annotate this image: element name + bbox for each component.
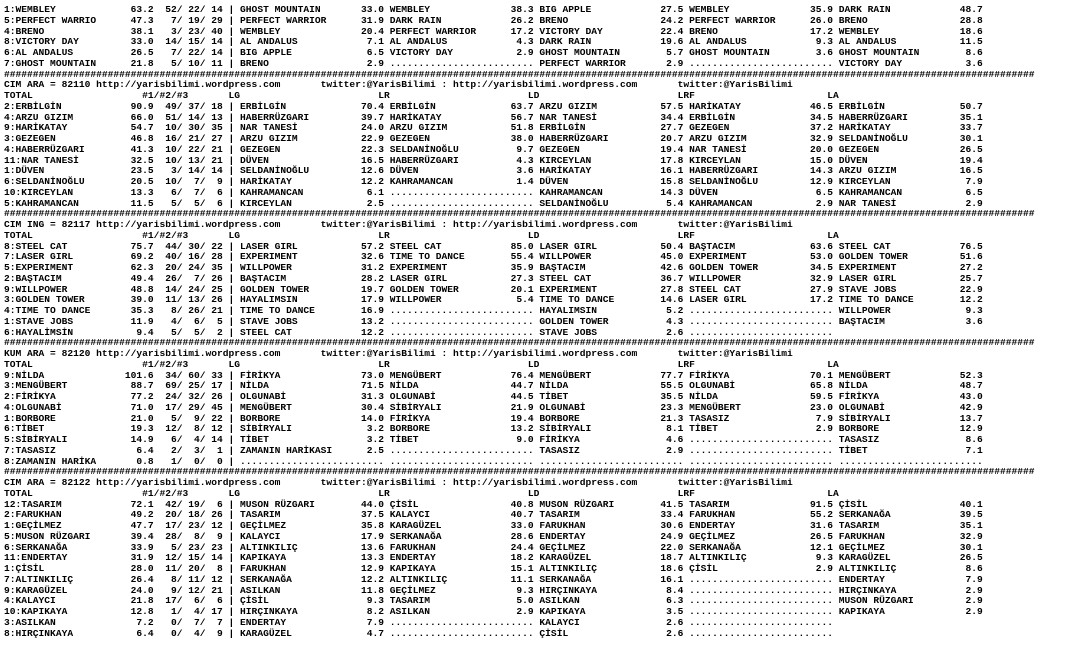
table-row: 1:BORBORE 21.0 5/ 9/ 22 | BORBORE 14.0 FİRİKYA 19.4 BORBORE 21.3 TASASIZ 7.9 SİBİRYALI 13.7 (4, 412, 983, 424)
table-row: 6:SERKANAĞA 33.9 5/ 23/ 23 | ALTINKILIÇ 13.6 FARUKHAN 24.4 GEÇİLMEZ 22.0 SERKANAĞA 12.1 GEÇİLMEZ 30.1 (4, 541, 983, 553)
table-row: 12:TASARIM 72.1 42/ 19/ 6 | MUSON RÜZGARI 44.0 ÇİSİL 40.8 MUSON RÜZGARI 41.5 TASARIM 91.5 ÇİSİL 40.1 (4, 498, 983, 510)
table-row: 4:TIME TO DANCE 35.3 8/ 26/ 21 | TIME TO DANCE 16.9 ......................... HAYALIMSIN 5.2 ......................... WILLPOWER 9.3 (4, 305, 983, 316)
table-row: 1:STAVE JOBS 11.9 4/ 6/ 5 | STAVE JOBS 13.2 ......................... GOLDEN TOWER 4.3 ......................... BAŞTACIM 3.6 (4, 315, 983, 327)
table-row: 7:TASASIZ 6.4 2/ 3/ 1 | ZAMANIN HARİKASI 2.5 ......................... TASASIZ 2.9 ......................... TİBET 7.1 (4, 444, 983, 456)
table-row: 9:HARİKATAY 54.7 10/ 30/ 35 | NAR TANESİ 24.0 ARZU GIZIM 51.8 ERBİLGİN 27.7 GEZEGEN 37.2 HARİKATAY 33.7 (4, 122, 983, 134)
table-row: 6:HAYALİMSİN 9.4 5/ 5/ 2 | STEEL CAT 12.2 ......................... STAVE JOBS 2.6 ......................... (4, 326, 834, 338)
table-row: 9:KARAGÜZEL 24.0 9/ 12/ 21 | ASILKAN 11.8 GEÇİLMEZ 9.3 HIRÇINKAYA 8.4 ......................... HIRÇINKAYA 2.9 (4, 584, 983, 596)
table-row: 1:WEMBLEY 63.2 52/ 22/ 14 | GHOST MOUNTAIN 33.0 WEMBLEY 38.3 BIG APPLE 27.5 WEMBLEY 35.9 DARK RAIN 48.7 (4, 4, 983, 15)
table-row: 8:ZAMANIN HARİKA 0.8 1/ 0/ 0 | ......................... ......................... ......................... ......................... ......................... (4, 455, 983, 467)
table-row: 5:MUSON RÜZGARI 39.4 28/ 8/ 9 | KALAYCI 17.9 SERKANAĞA 28.6 ENDERTAY 24.9 GEÇİLMEZ 26.5 FARUKHAN 32.9 (4, 530, 983, 542)
race-header: CIM ARA = 82110 http://yarisbilimi.wordpress.com twitter:@YarisBilimi : http://yarisbilimi.wordpress.com twitter:@YarisBilimi (4, 79, 793, 91)
table-row: 9:WILLPOWER 48.8 14/ 24/ 25 | GOLDEN TOWER 19.7 GOLDEN TOWER 20.1 EXPERIMENT 27.8 STEEL CAT 27.9 STAVE JOBS 22.9 (4, 283, 983, 295)
table-row: 2:BAŞTACIM 49.4 26/ 7/ 26 | BAŞTACIM 28.2 LASER GIRL 27.3 STEEL CAT 36.7 WILLPOWER 32.9 LASER GIRL 25.7 (4, 272, 983, 284)
table-row: 6:AL ANDALUS 26.5 7/ 22/ 14 | BIG APPLE 6.5 VICTORY DAY 2.9 GHOST MOUNTAIN 5.7 GHOST MOUNTAIN 3.6 GHOST MOUNTAIN 8.6 (4, 47, 983, 58)
table-row: 10:KAPIKAYA 12.8 1/ 4/ 17 | HIRÇINKAYA 8.2 ASILKAN 2.9 KAPIKAYA 3.5 ......................... KAPIKAYA 2.9 (4, 606, 983, 617)
table-row: 1:ÇİSİL 28.0 11/ 20/ 8 | FARUKHAN 12.9 KAPIKAYA 15.1 ALTINKILIÇ 18.6 ÇİSİL 2.9 ALTINKILIÇ 8.6 (4, 563, 983, 574)
table-row: 10:KIRCEYLAN 13.3 6/ 7/ 6 | KAHRAMANCAN 6.1 ......................... KAHRAMANCAN 14.3 DÜVEN 6.5 KAHRAMANCAN 6.5 (4, 186, 983, 198)
table-row: 5:SİBİRYALI 14.9 6/ 4/ 14 | TİBET 3.2 TİBET 9.0 FİRİKYA 4.6 ......................... TASASIZ 8.6 (4, 434, 983, 445)
table-row: 5:KAHRAMANCAN 11.5 5/ 5/ 6 | KIRCEYLAN 2.5 ......................... SELDANİNOĞLU 5.4 KAHRAMANCAN 2.9 NAR TANESİ 2.9 (4, 197, 983, 209)
table-row: 8:HIRÇINKAYA 6.4 0/ 4/ 9 | KARAGÜZEL 4.7 ......................... ÇİSİL 2.6 ......................... (4, 627, 834, 639)
table-row: 2:FİRİKYA 77.2 24/ 32/ 26 | OLGUNABİ 31.3 OLGUNABİ 44.5 TİBET 35.5 NİLDA 59.5 FİRİKYA 43.0 (4, 391, 983, 402)
race-header: CIM ARA = 82122 http://yarisbilimi.wordpress.com twitter:@YarisBilimi : http://yarisbilimi.wordpress.com twitter:@YarisBilimi (4, 477, 793, 488)
table-row: 3:GEZEGEN 46.8 16/ 21/ 27 | ARZU GIZIM 22.9 GEZEGEN 38.0 HABERRÜZGARI 20.7 ARZU GIZIM 32.9 SELDANİNOĞLU 30.1 (4, 133, 983, 144)
table-row: 2:ERBİLGİN 90.9 49/ 37/ 18 | ERBİLGİN 70.4 ERBİLGİN 63.7 ARZU GIZIM 57.5 HARİKATAY 46.5 ERBİLGİN 50.7 (4, 100, 983, 112)
table-row: 4:HABERRÜZGARI 41.3 10/ 22/ 21 | GEZEGEN 22.3 SELDANİNOĞLU 9.7 GEZEGEN 19.4 NAR TANESİ 20.0 GEZEGEN 26.5 (4, 143, 983, 155)
table-row: 7:LASER GIRL 69.2 40/ 16/ 28 | EXPERIMENT 32.6 TIME TO DANCE 55.4 WILLPOWER 45.0 EXPERIMENT 53.0 GOLDEN TOWER 51.6 (4, 251, 983, 263)
column-header: TOTAL #1/#2/#3 LG LR LD LRF LA (4, 358, 839, 370)
table-row: 6:SELDANİNOĞLU 20.5 10/ 7/ 9 | HARİKATAY 12.2 KAHRAMANCAN 1.4 DÜVEN 15.8 SELDANİNOĞLU 12.9 KIRCEYLAN 7.9 (4, 176, 983, 187)
table-row: 4:BRENO 38.1 3/ 23/ 40 | WEMBLEY 20.4 PERFECT WARRIOR 17.2 VICTORY DAY 22.4 BRENO 17.2 WEMBLEY 18.6 (4, 25, 983, 37)
table-row: 5:PERFECT WARRIO 47.3 7/ 19/ 29 | PERFECT WARRIOR 31.9 DARK RAIN 26.2 BRENO 24.2 PERFECT WARRIOR 26.0 BRENO 28.8 (4, 14, 983, 26)
race-header: KUM ARA = 82120 http://yarisbilimi.wordpress.com twitter:@YarisBilimi : http://yarisbilimi.wordpress.com twitter:@YarisBilimi (4, 348, 793, 359)
table-row: 9:NİLDA 101.6 34/ 60/ 33 | FİRİKYA 73.0 MENGÜBERT 76.4 MENGÜBERT 77.7 FİRİKYA 70.1 MENGÜBERT 52.3 (4, 369, 983, 381)
table-row: 3:MENGÜBERT 88.7 69/ 25/ 17 | NİLDA 71.5 NİLDA 44.7 NİLDA 55.5 OLGUNABİ 65.8 NİLDA 48.7 (4, 380, 983, 392)
table-row: 1:GEÇİLMEZ 47.7 17/ 23/ 12 | GEÇİLMEZ 35.8 KARAGÜZEL 33.0 FARUKHAN 30.6 ENDERTAY 31.6 TASARIM 35.1 (4, 520, 983, 531)
separator-line: ################################################################################################################################################################################### (4, 209, 1035, 220)
table-row: 11:NAR TANESİ 32.5 10/ 13/ 21 | DÜVEN 16.5 HABERRÜZGARI 4.3 KIRCEYLAN 17.8 KIRCEYLAN 15.0 DÜVEN 19.4 (4, 154, 983, 166)
table-row: 8:STEEL CAT 75.7 44/ 30/ 22 | LASER GIRL 57.2 STEEL CAT 85.0 LASER GIRL 50.4 BAŞTACIM 63.6 STEEL CAT 76.5 (4, 240, 983, 252)
table-row: 4:OLGUNABİ 71.0 17/ 29/ 45 | MENGÜBERT 30.4 SİBİRYALI 21.9 OLGUNABİ 23.3 MENGÜBERT 23.0 OLGUNABİ 42.9 (4, 401, 983, 413)
table-row: 3:GOLDEN TOWER 39.0 11/ 13/ 26 | HAYALIMSIN 17.9 WILLPOWER 5.4 TIME TO DANCE 14.6 LASER GIRL 17.2 TIME TO DANCE 12.2 (4, 294, 983, 306)
table-row: 7:GHOST MOUNTAIN 21.8 5/ 10/ 11 | BRENO 2.9 ......................... PERFECT WARRIOR 2.9 ......................... VICTORY DAY 3.6 (4, 57, 983, 69)
table-row: 8:VICTORY DAY 33.0 14/ 15/ 14 | AL ANDALUS 7.1 AL ANDALUS 4.3 DARK RAIN 19.6 AL ANDALUS 9.3 AL ANDALUS 11.5 (4, 36, 983, 48)
separator-line: ################################################################################################################################################################################### (4, 338, 1035, 349)
column-header: TOTAL #1/#2/#3 LG LR LD LRF LA (4, 90, 839, 101)
table-row: 6:TİBET 19.3 12/ 8/ 12 | SİBİRYALI 3.2 BORBORE 13.2 SİBİRYALI 8.1 TİBET 2.9 BORBORE 12.9 (4, 423, 983, 435)
separator-line: ################################################################################################################################################################################### (4, 467, 1035, 478)
table-row: 1:DÜVEN 23.5 3/ 14/ 14 | SELDANİNOĞLU 12.6 DÜVEN 3.6 HARİKATAY 16.1 HABERRÜZGARI 14.3 ARZU GIZIM 16.5 (4, 165, 983, 177)
table-row: 2:FARUKHAN 49.2 20/ 18/ 26 | TASARIM 37.5 KALAYCI 40.7 TASARIM 33.4 FARUKHAN 55.2 SERKANAĞA 39.5 (4, 509, 983, 521)
table-row: 4:ARZU GIZIM 66.0 51/ 14/ 13 | HABERRÜZGARI 39.7 HARİKATAY 56.7 NAR TANESİ 34.4 ERBİLGİN 34.5 HABERRÜZGARI 35.1 (4, 111, 983, 123)
table-row: 5:EXPERIMENT 62.3 20/ 24/ 35 | WILLPOWER 31.2 EXPERIMENT 35.9 BAŞTACIM 42.6 GOLDEN TOWER 34.5 EXPERIMENT 27.2 (4, 262, 983, 273)
separator-line: ################################################################################################################################################################################### (4, 69, 1035, 80)
race-statistics-sheet (4, 5, 1035, 639)
column-header: TOTAL #1/#2/#3 LG LR LD LRF LA (4, 229, 839, 241)
race-header: CIM ING = 82117 http://yarisbilimi.wordpress.com twitter:@YarisBilimi : http://yarisbilimi.wordpress.com twitter:@YarisBilimi (4, 219, 793, 230)
table-row: 4:KALAYCI 21.8 17/ 6/ 6 | ÇİSİL 9.3 TASARIM 5.0 ASILKAN 6.3 ......................... MUSON RÜZGARI 2.9 (4, 595, 983, 607)
column-header: TOTAL #1/#2/#3 LG LR LD LRF LA (4, 487, 839, 499)
table-row: 7:ALTINKILIÇ 26.4 8/ 11/ 12 | SERKANAĞA 12.2 ALTINKILIÇ 11.1 SERKANAĞA 16.1 ......................... ENDERTAY 7.9 (4, 573, 983, 585)
table-row: 3:ASILKAN 7.2 0/ 7/ 7 | ENDERTAY 7.9 ......................... KALAYCI 2.6 ......................... (4, 616, 834, 628)
table-row: 11:ENDERTAY 31.9 12/ 15/ 14 | KAPIKAYA 13.3 ENDERTAY 18.2 KARAGÜZEL 18.7 ALTINKILIÇ 9.3 KARAGÜZEL 26.5 (4, 552, 983, 564)
